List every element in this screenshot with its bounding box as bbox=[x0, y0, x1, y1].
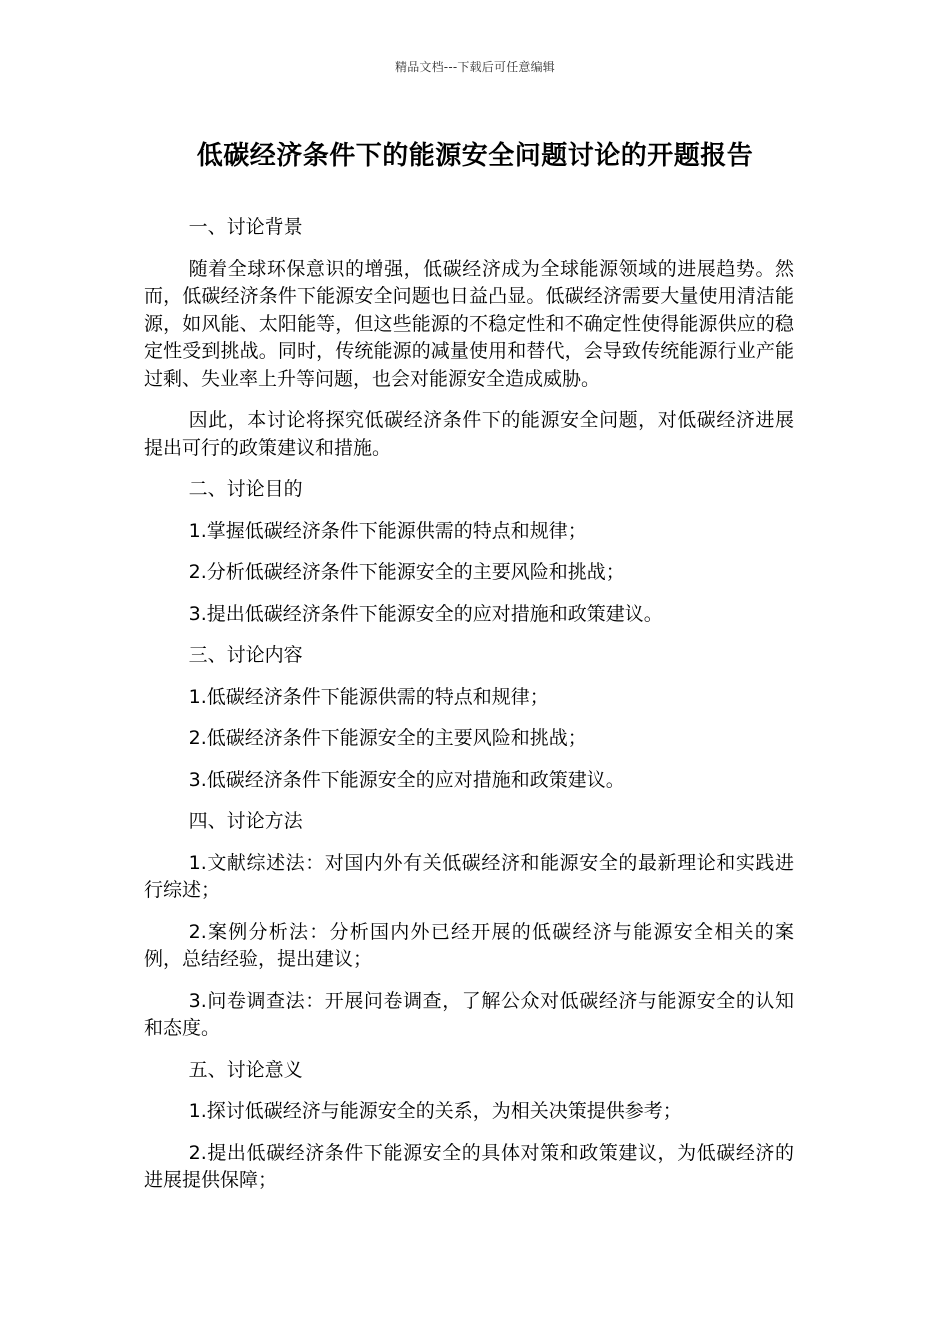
list-item: 2.分析低碳经济条件下能源安全的主要风险和挑战； bbox=[188, 561, 625, 583]
section-heading-method: 四、讨论方法 bbox=[188, 810, 303, 832]
paragraph-background: 随着全球环保意识的增强，低碳经济成为全球能源领域的进展趋势。然而，低碳经济条件下能源安全问题也日益凸显。低碳经济需要大量使用清洁能源，如风能、太阳能等，但这些能源的不稳定性和不确定性使得能源供应的稳定性受到挑战。同时，传统能源的减量使用和替代，会导致传统能源行业产能过剩、失业率上升等问题，也会对能源安全造成威胁。 bbox=[144, 257, 794, 390]
section-heading-purpose: 二、讨论目的 bbox=[188, 478, 303, 500]
page-header: 精品文档---下载后可任意编辑 bbox=[395, 60, 555, 74]
list-item: 1.低碳经济条件下能源供需的特点和规律； bbox=[188, 685, 549, 708]
list-item: 3.提出低碳经济条件下能源安全的应对措施和政策建议。 bbox=[188, 602, 663, 625]
list-item: 3.低碳经济条件下能源安全的应对措施和政策建议。 bbox=[188, 768, 625, 791]
list-item: 1.探讨低碳经济与能源安全的关系，为相关决策提供参考； bbox=[188, 1100, 682, 1122]
list-item: 1.文献综述法：对国内外有关低碳经济和能源安全的最新理论和实践进行综述； bbox=[144, 851, 794, 901]
section-heading-significance: 五、讨论意义 bbox=[188, 1058, 303, 1081]
section-heading-content: 三、讨论内容 bbox=[188, 644, 303, 666]
list-item: 2.案例分析法：分析国内外已经开展的低碳经济与能源安全相关的案例，总结经验，提出建议； bbox=[144, 920, 794, 970]
document-title: 低碳经济条件下的能源安全问题讨论的开题报告 bbox=[196, 141, 754, 171]
list-item: 3.问卷调查法：开展问卷调查，了解公众对低碳经济与能源安全的认知和态度。 bbox=[144, 989, 794, 1039]
document-body bbox=[144, 214, 794, 1209]
list-item: 2.提出低碳经济条件下能源安全的具体对策和政策建议，为低碳经济的进展提供保障； bbox=[144, 1141, 794, 1191]
section-heading-background: 一、讨论背景 bbox=[188, 216, 303, 238]
list-item: 1.掌握低碳经济条件下能源供需的特点和规律； bbox=[188, 519, 587, 542]
list-item: 2.低碳经济条件下能源安全的主要风险和挑战； bbox=[188, 727, 587, 749]
paragraph-conclusion: 因此，本讨论将探究低碳经济条件下的能源安全问题，对低碳经济进展提出可行的政策建议和措施。 bbox=[144, 409, 794, 459]
